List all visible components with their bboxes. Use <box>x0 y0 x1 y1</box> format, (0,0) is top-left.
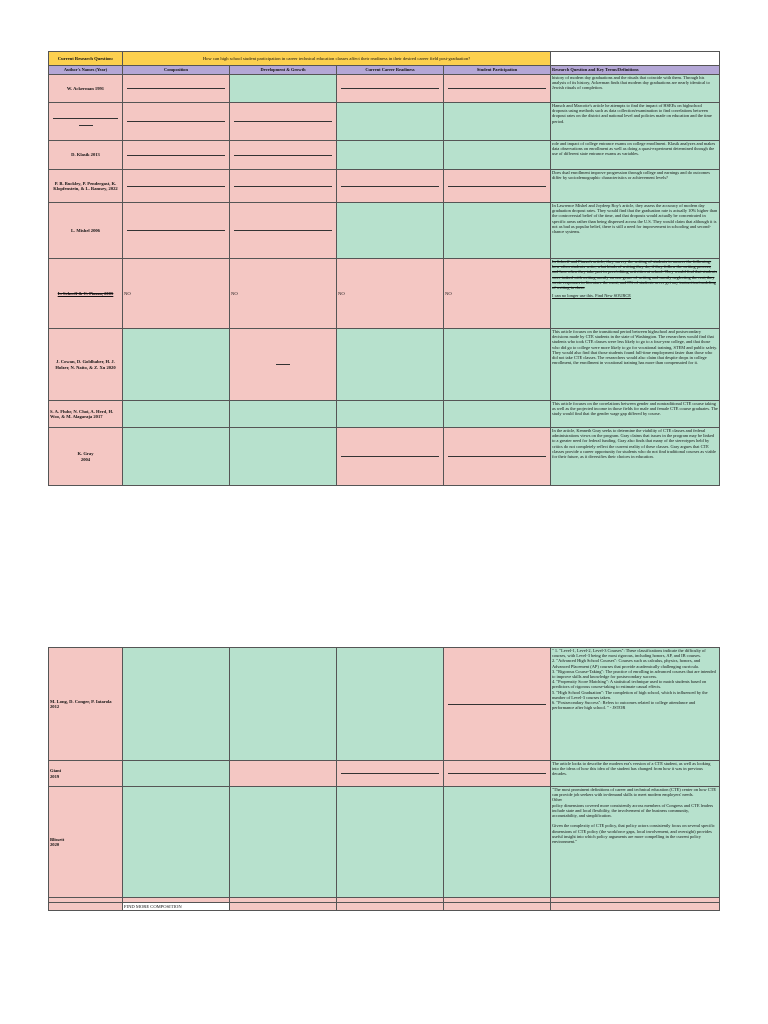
research-cell[interactable]: Does dual enrollment improve progression through college and earnings and do outcomes differ by sociodemographic characteristics or achievement levels? <box>551 170 720 203</box>
table-row <box>49 648 720 761</box>
participation-cell[interactable] <box>444 428 551 486</box>
readiness-cell[interactable] <box>337 103 444 141</box>
participation-cell[interactable] <box>444 103 551 141</box>
table-row <box>49 75 720 103</box>
composition-cell[interactable] <box>123 329 230 401</box>
empty-cell[interactable] <box>230 903 337 911</box>
research-question-text[interactable]: How can high school student participation in career technical education classes affect their readiness in their desired career field post-graduation? <box>123 52 551 66</box>
readiness-cell[interactable] <box>337 787 444 898</box>
composition-cell[interactable] <box>123 401 230 428</box>
development-cell[interactable]: NO <box>230 259 337 329</box>
author-cell[interactable]: K. Gray 2004 <box>49 428 123 486</box>
header-author: Author's Names (Year) <box>49 66 123 75</box>
table-row <box>49 259 720 329</box>
table-row <box>49 428 720 486</box>
header-development: Development & Growth <box>230 66 337 75</box>
participation-cell[interactable] <box>444 648 551 761</box>
participation-cell[interactable] <box>444 141 551 170</box>
header-readiness: Current Career Readiness <box>337 66 444 75</box>
composition-cell[interactable] <box>123 761 230 787</box>
research-cell[interactable]: This article focuses on the correlations between gender and nontraditional CTE course taking as well as the projected income in those fields for male and female CTE course graduates. The study would find that the gender wage gap differed by course. <box>551 401 720 428</box>
author-cell[interactable]: Blissett 2020 <box>49 787 123 898</box>
table-row <box>49 329 720 401</box>
participation-cell[interactable] <box>444 203 551 259</box>
research-cell[interactable]: In Scherff and Piazza's article, they survey the writing of students to answer the following: how often students write, what kinds of writing they do, if they follow the writing process, and how often they take part in peer/editing activities at school. They would find that students were tasked with writing mostly on one genre of writing and mostly neglecting the rest, they wrote responses to literature the most, and 8% of students never get any instruction/modeling of writing in class. I can no longer use this. Find New SOURCE <box>551 259 720 329</box>
table-row <box>49 170 720 203</box>
empty-cell[interactable] <box>551 903 720 911</box>
author-cell[interactable]: W. Ackerman 1991 <box>49 75 123 103</box>
table-row <box>49 103 720 141</box>
development-cell[interactable] <box>230 428 337 486</box>
table-row <box>49 141 720 170</box>
development-cell[interactable] <box>230 170 337 203</box>
development-cell[interactable] <box>230 761 337 787</box>
research-cell[interactable]: Hansch and Marcotte's article he attempts to find the impact of HSEEs on highschool dropouts using methods such as data collection/examination to find correlations between dropout rates on the district and national level and policies made on education and the time period. <box>551 103 720 141</box>
development-cell[interactable] <box>230 329 337 401</box>
composition-cell[interactable] <box>123 170 230 203</box>
readiness-cell[interactable] <box>337 648 444 761</box>
header-composition: Composition <box>123 66 230 75</box>
author-cell[interactable]: J. Cowan, D. Goldhaber, H. J. Holzer, N. Naito, & Z. Xu 2020 <box>49 329 123 401</box>
author-cell[interactable] <box>49 103 123 141</box>
header-research: Research Question and Key Terms/Definitions <box>551 66 720 75</box>
readiness-cell[interactable]: NO <box>337 259 444 329</box>
header-participation: Student Participation <box>444 66 551 75</box>
table-row <box>49 401 720 428</box>
readiness-cell[interactable] <box>337 401 444 428</box>
author-cell[interactable]: L. Mishel 2006 <box>49 203 123 259</box>
find-more-composition[interactable]: FIND MORE COMPOSITION <box>123 903 230 911</box>
research-table-bottom <box>48 647 720 911</box>
author-cell[interactable]: D. Klasik 2013 <box>49 141 123 170</box>
readiness-cell[interactable] <box>337 203 444 259</box>
research-table-top <box>48 51 720 486</box>
author-cell[interactable]: P. B. Buckley, P. Pendergast, K. Klopfenstein, & L. Ramsey, 2022 <box>49 170 123 203</box>
participation-cell[interactable] <box>444 170 551 203</box>
author-cell[interactable]: Giani 2019 <box>49 761 123 787</box>
participation-cell[interactable] <box>444 401 551 428</box>
blank-cell[interactable] <box>551 52 720 66</box>
development-cell[interactable] <box>230 103 337 141</box>
participation-cell[interactable] <box>444 329 551 401</box>
readiness-cell[interactable] <box>337 428 444 486</box>
readiness-cell[interactable] <box>337 170 444 203</box>
participation-cell[interactable] <box>444 75 551 103</box>
readiness-cell[interactable] <box>337 329 444 401</box>
development-cell[interactable] <box>230 648 337 761</box>
research-cell[interactable]: The article looks to describe the modern era's version of a CTE student, as well as looking into the ideas of how this idea of the student has changed from how it was in previous decades. <box>551 761 720 787</box>
table-row <box>49 761 720 787</box>
composition-cell[interactable] <box>123 787 230 898</box>
development-cell[interactable] <box>230 141 337 170</box>
table-row <box>49 903 720 911</box>
participation-cell[interactable] <box>444 761 551 787</box>
research-cell[interactable]: " 1. "Level-1, Level-2, Level-3 Courses": These classifications indicate the difficulty of courses, with Level-3 being the most rigorous, including honors, AP, and IB courses. 2. "Advanced High School Courses": Courses such as calculus, physics, honors, and Advanced Placement (AP) courses that provide academically challenging curricula. 3. "Rigorous Course-Taking": The practice of enrolling in advanced courses that are intended to improve skills and knowledge for postsecondary success. 4. "Propensity Score Matching": A statistical technique used to match students based on predictors of rigorous course-taking to estimate causal effects. 5. "High School Graduation": The completion of high school, which is influenced by the number of Level-3 courses taken. 6. "Postsecondary Success": Refers to outcomes related to college attendance and performance after high school. " - JSTOR <box>551 648 720 761</box>
empty-cell[interactable] <box>49 903 123 911</box>
composition-cell[interactable] <box>123 141 230 170</box>
research-cell[interactable]: history of modern day graduations and the rituals that coincide with them. Through his analysis of its history, Ackerman finds that modern day graduations are nearly identical to Jewish rituals of completion. <box>551 75 720 103</box>
research-cell[interactable]: role and impact of college entrance exams on college enrollment. Klasik analyzes and makes data observations on enrollment as well as doing a quasi-experiment determined through the use of different state entrance exams as variables. <box>551 141 720 170</box>
composition-cell[interactable] <box>123 103 230 141</box>
composition-cell[interactable]: NO <box>123 259 230 329</box>
author-cell[interactable]: S. A. Fluhr, N. Choi, A. Herd, H. Woo, & M. Alagaraja 2017 <box>49 401 123 428</box>
table-row <box>49 203 720 259</box>
source-note: I can no longer use this. Find New SOURCE <box>552 293 631 299</box>
development-cell[interactable] <box>230 401 337 428</box>
readiness-cell[interactable] <box>337 141 444 170</box>
research-cell[interactable]: In Lawrence Mishel and Joydeep Roy's article, they assess the accuracy of modern day graduation dropout rates. They would find that the graduation rate is actually 10% higher than the controversial belief of the time, and that dropouts would actually be concentrated in specific areas rather than being dispersed across the U.S. They would claim that although it is not as bad as popular belief, there is still a need for improvement in schooling and second-chance systems. <box>551 203 720 259</box>
table-row <box>49 787 720 898</box>
participation-cell[interactable]: NO <box>444 259 551 329</box>
development-cell[interactable] <box>230 75 337 103</box>
empty-cell[interactable] <box>444 903 551 911</box>
development-cell[interactable] <box>230 203 337 259</box>
development-cell[interactable] <box>230 787 337 898</box>
author-cell[interactable]: M. Long, D. Conger, P. Iatarola 2012 <box>49 648 123 761</box>
research-cell[interactable]: "The most prominent definitions of career and technical education (CTE) center on how CTE can provide job seekers with in-demand skills to meet modern employers' needs. Other policy dimensions covered more consistently across members of Congress and CTE leaders include state and local flexibility, the involvement of the business community, accountability, and simplification. Given the complexity of CTE policy, that policy actors consistently focus on several specific dimensions of CTE policy (the workforce gaps, local involvement, and oversight) provides useful insight into which policy arguments are more compelling in the current policy environment." <box>551 787 720 898</box>
research-question-label: Current Research Question: <box>49 52 123 66</box>
author-cell[interactable]: L. Scherff & C. Piazza, 2005 <box>49 259 123 329</box>
research-cell[interactable]: In the article, Kenneth Gray seeks to determine the viability of CTE classes and federal administrations views on the program. Gray claims that issues in the program may be linked to a greater need for federal funding. Gray also finds that many of the stereotypes held by critics do not completely reflect the current reality of these classes. Gray argues that CTE classes provide a career opportunity for students who do not find traditional courses as viable for their future, as it diversifies their choices in education. <box>551 428 720 486</box>
empty-cell[interactable] <box>337 903 444 911</box>
participation-cell[interactable] <box>444 787 551 898</box>
composition-cell[interactable] <box>123 428 230 486</box>
research-cell[interactable]: This article focuses on the transitional period between highschool and postsecondary decisions made by CTE students in the state of Washington. The researchers would find that students who took CTE classes were less likely to go to a four-year college, and that those who did go to college were more likely to go for vocational training, STEM and public safety. They would also find that those students found full-time employment faster than those who did not take CTE classes. The researchers would also claim that despite drops in college enrollment, the enrollment in vocational training has more than compensated for it. <box>551 329 720 401</box>
composition-cell[interactable] <box>123 75 230 103</box>
composition-cell[interactable] <box>123 203 230 259</box>
composition-cell[interactable] <box>123 648 230 761</box>
readiness-cell[interactable] <box>337 761 444 787</box>
readiness-cell[interactable] <box>337 75 444 103</box>
